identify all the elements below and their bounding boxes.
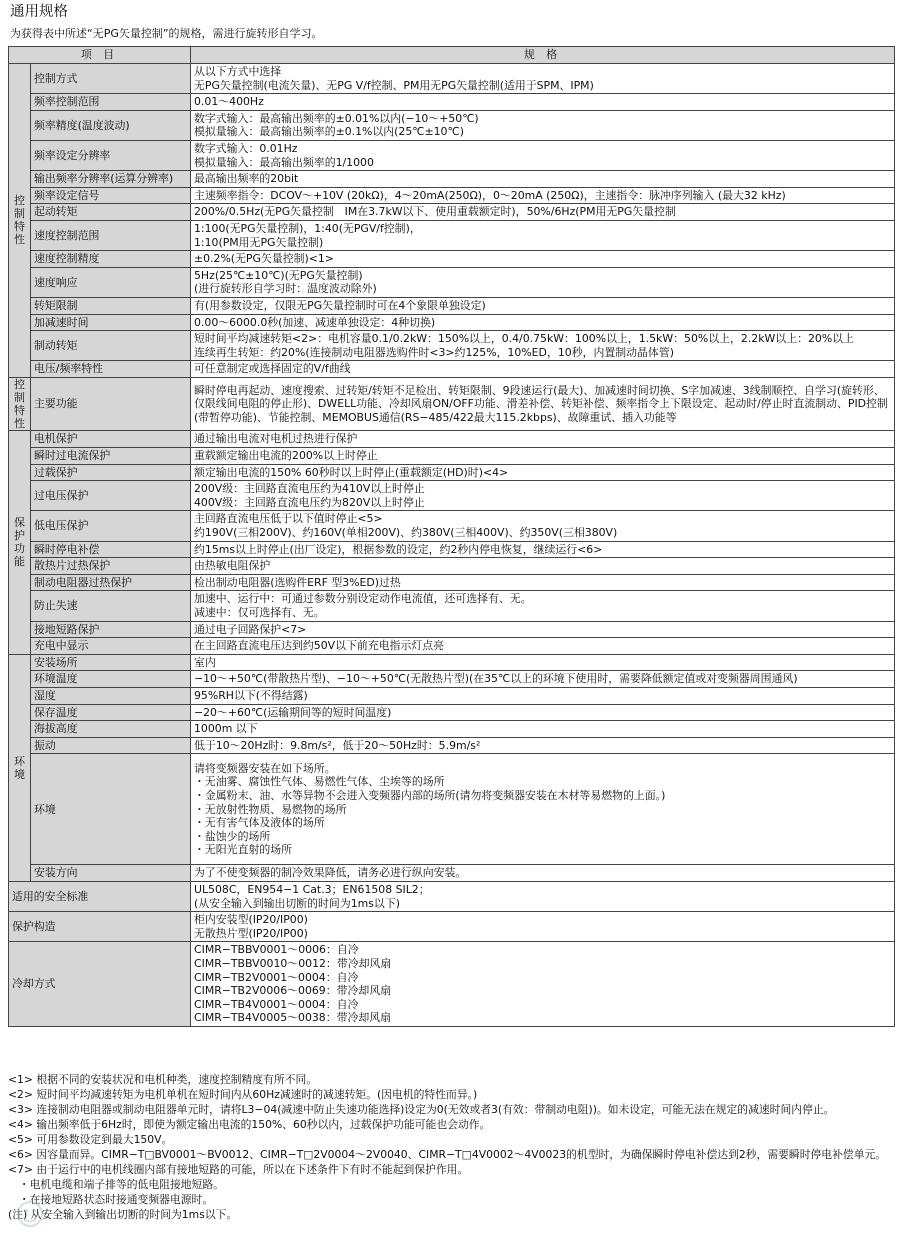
table-row [9, 431, 895, 448]
spec-item-value: 请将变频器安装在如下场所。 ・无油雾、腐蚀性气体、易燃性气体、尘埃等的场所 ・金属粉末、油、水等异物不会进入变频器内部的场所(请勿将变频器安装在木材等易燃物的上面。) ・无放射性物质、易燃物的场所 ・无有害气体及液体的场所 ・盐蚀少的场所 ・无阳光直射的场所 [191, 754, 895, 865]
category-function-label: 控制特性 [14, 377, 25, 430]
spec-item-name: 频率设定信号 [31, 187, 191, 204]
spec-item-name: 频率设定分辨率 [31, 140, 191, 170]
spec-item-value: 可任意制定或选择固定的V/f曲线 [191, 361, 895, 378]
spec-item-value: 数字式输入：最高输出频率的±0.01%以内(−10～+50℃) 模拟量输入：最高输出频率的±0.1%以内(25℃±10℃) [191, 110, 895, 140]
spec-item-value: UL508C，EN954−1 Cat.3；EN61508 SIL2； (从安全输入到输出切断的时间为1ms以下) [191, 881, 895, 911]
spec-item-name: 速度控制范围 [31, 220, 191, 250]
header-spec: 规 格 [191, 47, 895, 64]
spec-item-value: 室内 [191, 654, 895, 671]
table-row [9, 754, 895, 865]
table-row [9, 942, 895, 1027]
spec-item-name: 适用的安全标准 [9, 881, 191, 911]
spec-item-value: 柜内安装型(IP20/IP00) 无散热片型(IP20/IP00) [191, 912, 895, 942]
spec-table-body [9, 64, 895, 1027]
spec-item-name: 接地短路保护 [31, 621, 191, 638]
table-row [9, 331, 895, 361]
table-row [9, 377, 895, 431]
category-control [9, 64, 31, 378]
category-protection [9, 431, 31, 654]
spec-item-value: 0.01～400Hz [191, 94, 895, 111]
spec-item-name: 防止失速 [31, 591, 191, 621]
spec-item-value: 通过电子回路保护<7> [191, 621, 895, 638]
footnote: <3> 连接制动电阻器或制动电阻器单元时，请将L3−04(减速中防止失速功能选择)设定为0(无效或者3(有效：带制动电阻))。如未设定，可能无法在规定的减速时间内停止。 [8, 1103, 835, 1116]
spec-item-name: 主要功能 [31, 377, 191, 431]
table-row [9, 721, 895, 738]
table-row [9, 737, 895, 754]
table-row [9, 94, 895, 111]
footnote: <4> 输出频率低于6Hz时，即使为额定输出电流的150%、60秒以内，过载保护功能可能也会动作。 [8, 1118, 491, 1131]
category-environment [9, 654, 31, 881]
table-row [9, 220, 895, 250]
table-row [9, 361, 895, 378]
spec-item-name: 充电中显示 [31, 638, 191, 655]
spec-item-value: 有(用参数设定，仅限无PG矢量控制时可在4个象限单独设定) [191, 297, 895, 314]
header-item: 项 目 [9, 47, 191, 64]
table-header [9, 47, 895, 64]
footnote: <1> 根据不同的安装状况和电机种类，速度控制精度有所不同。 [8, 1073, 318, 1086]
footnote: <7> 由于运行中的电机线圈内部有接地短路的可能，所以在下述条件下有时不能起到保护作用。 ・电机电缆和端子排等的低电阻接地短路。 ・在接地短路状态时接通变频器电源时。 [8, 1163, 469, 1206]
spec-item-name: 制动转矩 [31, 331, 191, 361]
spec-item-value: −10～+50℃(带散热片型)、−10～+50℃(无散热片型)(在35℃以上的环境下使用时，需要降低额定值或对变频器周围通风) [191, 671, 895, 688]
spec-item-name: 保存温度 [31, 704, 191, 721]
spec-item-name: 保护构造 [9, 912, 191, 942]
spec-item-name: 加减速时间 [31, 314, 191, 331]
table-row [9, 558, 895, 575]
spec-item-name: 频率控制范围 [31, 94, 191, 111]
spec-item-name: 控制方式 [31, 64, 191, 94]
spec-item-value: ±0.2%(无PG矢量控制)<1> [191, 251, 895, 268]
spec-item-value: 瞬时停电再起动、速度搜索、过转矩/转矩不足检出、转矩限制、9段速运行(最大)、加减速时间切换、S字加减速、3线制顺控、自学习(旋转形、仅限线间电阻的停止形)、DWELL功能、冷却风扇ON/OFF功能、滑差补偿、转矩补偿、频率指令上下限设定、起动时/停止时直流制动、PID控制(带暂停功能)、节能控制、MEMOBUS通信(RS−485/422最大115.2kbps)、故障重试、插入功能等 [191, 377, 895, 431]
spec-item-value: 为了不使变频器的制冷效果降低，请务必进行纵向安装。 [191, 865, 895, 882]
table-row [9, 64, 895, 94]
spec-item-value: 最高输出频率的20bit [191, 171, 895, 188]
spec-item-name: 速度响应 [31, 267, 191, 297]
table-row [9, 574, 895, 591]
spec-item-name: 起动转矩 [31, 204, 191, 221]
table-row [9, 621, 895, 638]
spec-table [8, 46, 895, 1027]
watermark-logo-icon [12, 1192, 92, 1242]
footnote: <6> 因容量而异。CIMR−T□BV0001～BV0012、CIMR−T□2V0004～2V0040、CIMR−T□4V0002～4V0023的机型时，为确保瞬时停电补偿达到2秒，需要瞬时停电补偿单元。 [8, 1148, 887, 1161]
spec-item-name: 冷却方式 [9, 942, 191, 1027]
table-row [9, 591, 895, 621]
table-row [9, 171, 895, 188]
footnotes [8, 1072, 898, 1222]
category-environment-label: 环境 [14, 754, 25, 781]
spec-item-value: 主速频率指令：DCOV～+10V (20kΩ)，4～20mA(250Ω)，0～20mA (250Ω)，主速指令：脉冲序列输入 (最大32 kHz) [191, 187, 895, 204]
spec-item-value: 在主回路直流电压达到约50V以下前充电指示灯点亮 [191, 638, 895, 655]
table-row [9, 881, 895, 911]
spec-item-value: 由热敏电阻保护 [191, 558, 895, 575]
footnote: (注) 从安全输入到输出切断的时间为1ms以下。 [8, 1208, 238, 1221]
spec-item-name: 电机保护 [31, 431, 191, 448]
spec-item-name: 输出频率分辨率(运算分辨率) [31, 171, 191, 188]
spec-item-name: 安装方向 [31, 865, 191, 882]
spec-item-name: 制动电阻器过热保护 [31, 574, 191, 591]
table-row [9, 687, 895, 704]
category-control-label: 控制特性 [14, 194, 25, 247]
spec-item-name: 湿度 [31, 687, 191, 704]
spec-item-name: 瞬时过电流保护 [31, 448, 191, 465]
table-row [9, 638, 895, 655]
spec-item-value: 200%/0.5Hz(无PG矢量控制 IM在3.7kW以下、使用重载额定时)，50%/6Hz(PM用无PG矢量控制 [191, 204, 895, 221]
table-row [9, 251, 895, 268]
category-function [9, 377, 31, 431]
spec-item-value: 额定输出电流的150% 60秒时以上时停止(重载额定(HD)时)<4> [191, 464, 895, 481]
spec-item-name: 电压/频率特性 [31, 361, 191, 378]
spec-item-value: 数字式输入：0.01Hz 模拟量输入：最高输出频率的1/1000 [191, 140, 895, 170]
spec-item-name: 安装场所 [31, 654, 191, 671]
table-row [9, 314, 895, 331]
spec-item-name: 瞬时停电补偿 [31, 541, 191, 558]
table-row [9, 704, 895, 721]
spec-item-value: 1:100(无PG矢量控制)，1:40(无PGV/f控制)， 1:10(PM用无PG矢量控制) [191, 220, 895, 250]
table-row [9, 541, 895, 558]
table-row [9, 110, 895, 140]
spec-item-name: 散热片过热保护 [31, 558, 191, 575]
table-row [9, 511, 895, 541]
spec-item-name: 过电压保护 [31, 481, 191, 511]
table-row [9, 187, 895, 204]
spec-item-name: 环境 [31, 754, 191, 865]
table-row [9, 267, 895, 297]
spec-item-value: 低于10～20Hz时：9.8m/s²，低于20～50Hz时：5.9m/s² [191, 737, 895, 754]
table-row [9, 464, 895, 481]
page-title: 通用规格 [10, 4, 68, 20]
table-row [9, 671, 895, 688]
spec-item-value: 从以下方式中选择 无PG矢量控制(电流矢量)、无PG V/f控制、PM用无PG矢量控制(适用于SPM、IPM) [191, 64, 895, 94]
spec-item-value: 通过输出电流对电机过热进行保护 [191, 431, 895, 448]
table-row [9, 140, 895, 170]
spec-item-name: 海拔高度 [31, 721, 191, 738]
spec-item-name: 低电压保护 [31, 511, 191, 541]
spec-item-value: 95%RH以下(不得结露) [191, 687, 895, 704]
spec-item-name: 速度控制精度 [31, 251, 191, 268]
table-row [9, 912, 895, 942]
category-protection-label: 保护功能 [14, 516, 25, 569]
spec-item-value: 主回路直流电压低于以下值时停止<5> 约190V(三相200V)、约160V(单相200V)、约380V(三相400V)、约350V(三相380V) [191, 511, 895, 541]
table-row [9, 654, 895, 671]
table-row [9, 481, 895, 511]
table-row [9, 448, 895, 465]
table-row [9, 204, 895, 221]
spec-item-value: 0.00～6000.0秒(加速、减速单独设定：4种切换) [191, 314, 895, 331]
spec-item-value: 1000m 以下 [191, 721, 895, 738]
spec-item-name: 振动 [31, 737, 191, 754]
footnote: <2> 短时间平均减速转矩为电机单机在短时间内从60Hz减速时的减速转矩。(因电机的特性而异。) [8, 1088, 478, 1101]
spec-item-name: 频率精度(温度波动) [31, 110, 191, 140]
spec-item-name: 过载保护 [31, 464, 191, 481]
spec-item-value: 重载额定输出电流的200%以上时停止 [191, 448, 895, 465]
spec-item-value: 加速中、运行中：可通过参数分别设定动作电流值，还可选择有、无。 减速中：仅可选择有、无。 [191, 591, 895, 621]
spec-item-value: CIMR−TBBV0001～0006：自冷 CIMR−TBBV0010～0012：带冷却风扇 CIMR−TB2V0001～0004：自冷 CIMR−TB2V0006～0069：带冷却风扇 CIMR−TB4V0001～0004：自冷 CIMR−TB4V0005～0038：带冷却风扇 [191, 942, 895, 1027]
table-row [9, 297, 895, 314]
spec-item-value: −20～+60℃(运输期间等的短时间温度) [191, 704, 895, 721]
spec-item-value: 约15ms以上时停止(出厂设定)，根据参数的设定，约2秒内停电恢复，继续运行<6> [191, 541, 895, 558]
footnote: <5> 可用参数设定到最大150V。 [8, 1133, 173, 1146]
spec-item-name: 环境温度 [31, 671, 191, 688]
spec-item-value: 200V级：主回路直流电压约为410V以上时停止 400V级：主回路直流电压约为820V以上时停止 [191, 481, 895, 511]
spec-item-name: 转矩限制 [31, 297, 191, 314]
spec-item-value: 检出制动电阻器(选购件ERF 型3%ED)过热 [191, 574, 895, 591]
spec-item-value: 短时间平均减速转矩<2>：电机容量0.1/0.2kW：150%以上，0.4/0.75kW：100%以上，1.5kW：50%以上，2.2kW以上：20%以上 连续再生转矩：约20%(连接制动电阻器选购件时<3>约125%，10%ED，10秒，内置制动晶体管) [191, 331, 895, 361]
page-subtitle: 为获得表中所述“无PG矢量控制”的规格，需进行旋转形自学习。 [10, 27, 323, 40]
table-row [9, 865, 895, 882]
spec-item-value: 5Hz(25℃±10℃)(无PG矢量控制) (进行旋转形自学习时：温度波动除外) [191, 267, 895, 297]
